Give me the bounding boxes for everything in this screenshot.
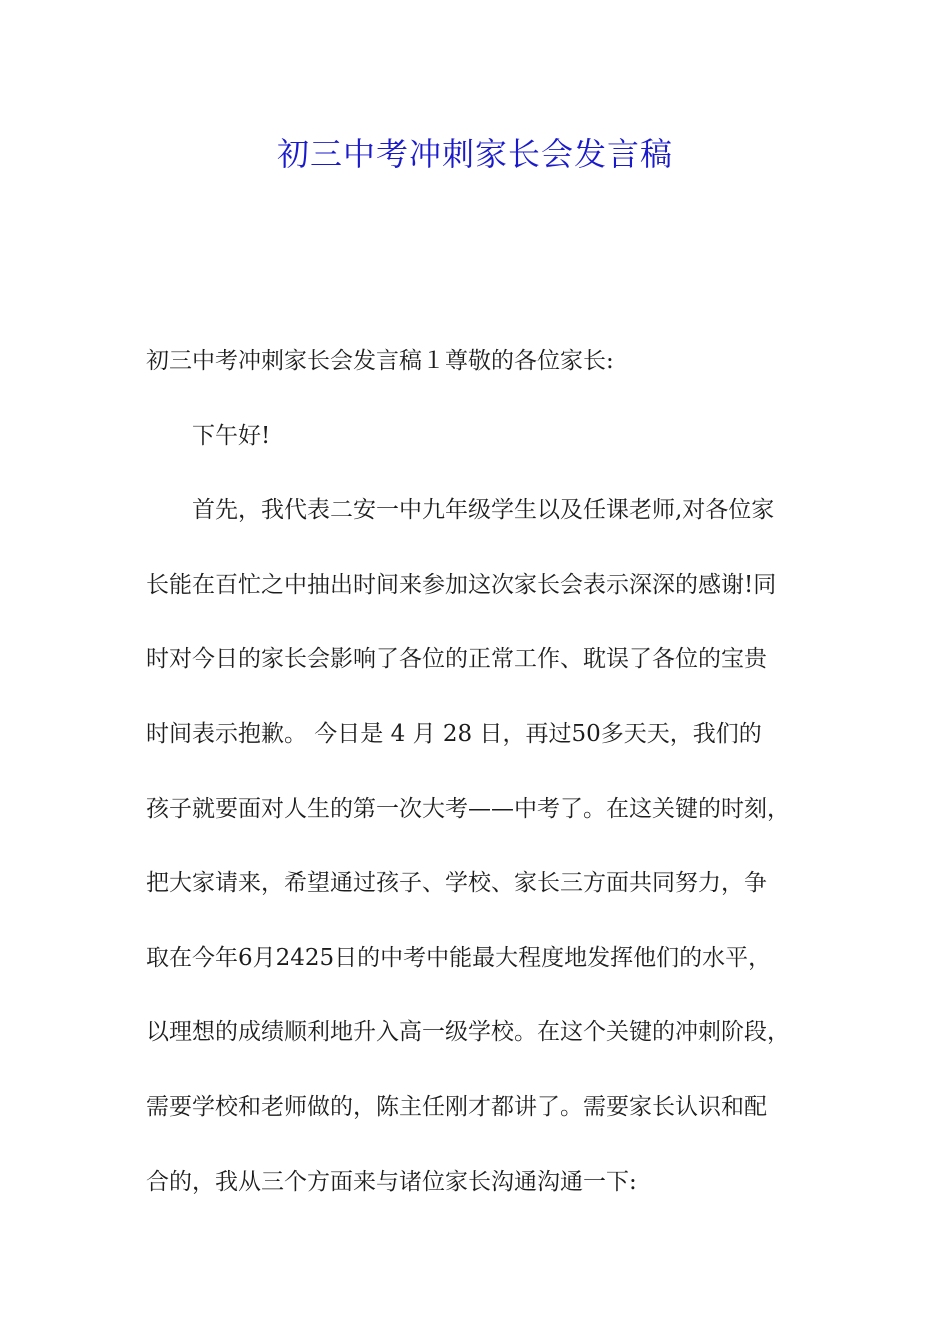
body-line: 长能在百忙之中抽出时间来参加这次家长会表示深深的感谢!同	[146, 571, 777, 598]
body-line: 需要学校和老师做的，陈主任刚才都讲了。需要家长认识和配	[146, 1093, 767, 1120]
body-line: 时间表示抱歉。 今日是 4 月 28 日，再过50多天天，我们的	[146, 720, 762, 747]
body-line-salutation: 初三中考冲刺家长会发言稿１尊敬的各位家长:	[146, 348, 614, 374]
body-line-greeting: 下午好!	[192, 422, 271, 449]
body-line: 取在今年6月2425日的中考中能最大程度地发挥他们的水平，	[146, 944, 772, 971]
document-title: 初三中考冲刺家长会发言稿	[276, 135, 673, 173]
document-body	[146, 336, 810, 1231]
body-line: 合的，我从三个方面来与诸位家长沟通沟通一下:	[146, 1168, 637, 1195]
body-line: 把大家请来，希望通过孩子、学校、家长三方面共同努力，争	[146, 870, 767, 897]
body-line: 以理想的成绩顺利地升入高一级学校。在这个关键的冲刺阶段，	[146, 1019, 790, 1046]
body-line: 孩子就要面对人生的第一次大考——中考了。在这关键的时刻，	[146, 795, 790, 822]
body-line-paragraph-start: 首先，我代表二安一中九年级学生以及任课老师,对各位家	[192, 497, 775, 524]
body-line: 时对今日的家长会影响了各位的正常工作、耽误了各位的宝贵	[146, 646, 767, 673]
